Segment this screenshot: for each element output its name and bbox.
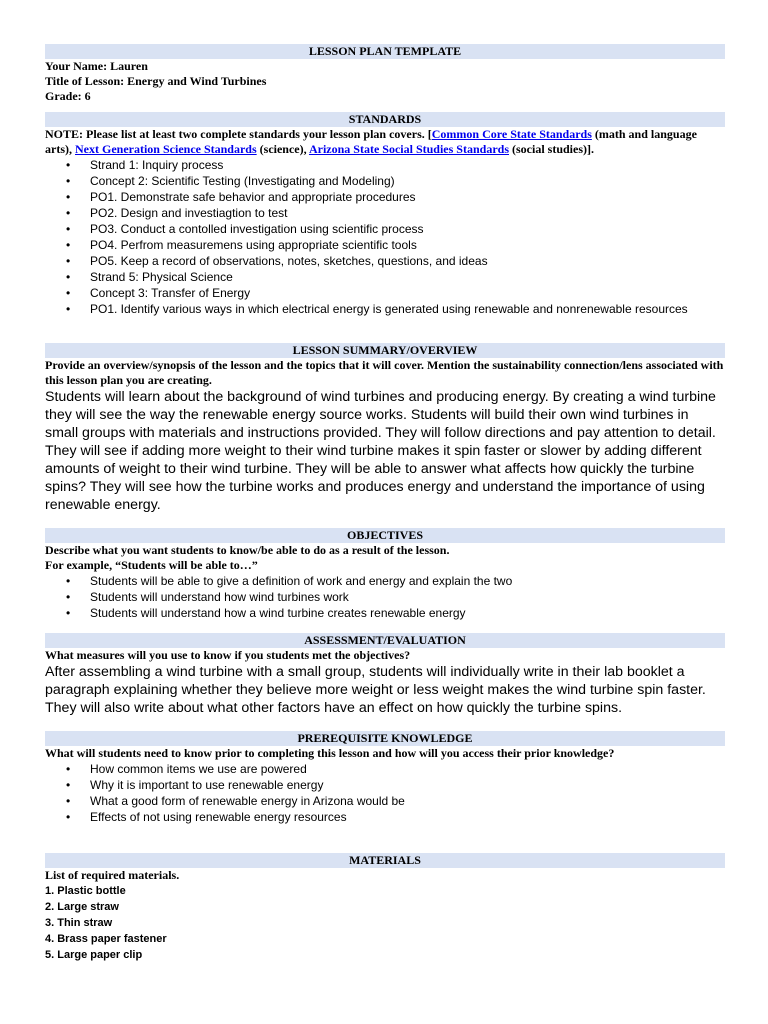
list-item: • Students will understand how a wind turbine creates renewable energy — [45, 605, 725, 621]
list-item: • PO1. Demonstrate safe behavior and appropriate procedures — [45, 189, 725, 205]
list-item: • Effects of not using renewable energy resources — [45, 809, 725, 825]
objectives-prompt: Describe what you want students to know/be able to do as a result of the lesson. — [45, 543, 450, 557]
standards-note — [45, 127, 725, 157]
list-item: 1. Plastic bottle — [45, 885, 126, 897]
list-item: • PO4. Perfrom measuremens using appropriate scientific tools — [45, 237, 725, 253]
materials-heading: MATERIALS — [45, 853, 725, 868]
list-item: • Concept 2: Scientific Testing (Investigating and Modeling) — [45, 173, 725, 189]
arizona-social-studies-link[interactable]: Arizona State Social Studies Standards — [308, 142, 509, 156]
list-item: • What a good form of renewable energy in Arizona would be — [45, 793, 725, 809]
list-item: • Students will understand how wind turbines work — [45, 589, 725, 605]
list-item: • Strand 5: Physical Science — [45, 269, 725, 285]
assessment-prompt: What measures will you use to know if you students met the objectives? — [45, 648, 411, 662]
lesson-plan-heading: LESSON PLAN TEMPLATE — [45, 44, 725, 59]
prerequisite-list — [45, 761, 725, 825]
author-name: Your Name: Lauren — [45, 59, 148, 73]
list-item: 2. Large straw — [45, 901, 119, 913]
list-item: • PO5. Keep a record of observations, notes, sketches, questions, and ideas — [45, 253, 725, 269]
grade-level: Grade: 6 — [45, 89, 91, 103]
prerequisite-prompt: What will students need to know prior to completing this lesson and how will you access their prior knowledge? — [45, 746, 615, 760]
materials-list — [45, 883, 725, 963]
objectives-heading: OBJECTIVES — [45, 528, 725, 543]
prerequisite-heading: PREREQUISITE KNOWLEDGE — [45, 731, 725, 746]
lesson-title: Title of Lesson: Energy and Wind Turbines — [45, 74, 267, 88]
ngss-link[interactable]: Next Generation Science Standards — [75, 142, 257, 156]
standards-note-suffix: (social studies)]. — [509, 142, 594, 156]
standards-heading: STANDARDS — [45, 112, 725, 127]
list-item: • PO3. Conduct a contolled investigation using scientific process — [45, 221, 725, 237]
list-item: • How common items we use are powered — [45, 761, 725, 777]
assessment-heading: ASSESSMENT/EVALUATION — [45, 633, 725, 648]
common-core-link[interactable]: Common Core State Standards — [431, 127, 592, 141]
summary-body: Students will learn about the background of wind turbines and producing energy. By creating a wind turbine they will see the way the renewable energy source works. Students will build their own wind turbines in small groups with materials and instructions provided. They will follow directions and pay attention to detail. They will see if adding more weight to their wind turbine makes it spin faster or slower by adding different amounts of weight to their wind turbine. They will be able to answer what affects how quickly the turbine spins? They will see how the turbine works and produces energy and understand the importance of using renewable energy. — [45, 389, 716, 513]
list-item: 5. Large paper clip — [45, 949, 143, 961]
standards-list — [45, 157, 725, 317]
list-item: • PO1. Identify various ways in which electrical energy is generated using renewable and nonrenewable resources — [45, 301, 725, 317]
lesson-plan-page — [45, 44, 725, 963]
summary-prompt: Provide an overview/synopsis of the lesson and the topics that it will cover. Mention the sustainability connection/lens associated with this lesson plan you are creating. — [45, 358, 724, 387]
list-item: • PO2. Design and investiagtion to test — [45, 205, 725, 221]
objectives-example: For example, “Students will be able to…” — [45, 558, 258, 572]
materials-prompt: List of required materials. — [45, 868, 180, 882]
list-item: • Why it is important to use renewable energy — [45, 777, 725, 793]
list-item: • Strand 1: Inquiry process — [45, 157, 725, 173]
list-item: 4. Brass paper fastener — [45, 933, 167, 945]
standards-note-mid1: (math and language arts), — [45, 127, 697, 156]
standards-note-prefix: NOTE: Please list at least two complete standards your lesson plan covers. [ — [45, 127, 432, 141]
objectives-list — [45, 573, 725, 621]
list-item: • Concept 3: Transfer of Energy — [45, 285, 725, 301]
summary-heading: LESSON SUMMARY/OVERVIEW — [45, 343, 725, 358]
standards-note-mid2: (science), — [256, 142, 309, 156]
list-item: • Students will be able to give a definition of work and energy and explain the two — [45, 573, 725, 589]
list-item: 3. Thin straw — [45, 917, 113, 929]
assessment-body: After assembling a wind turbine with a small group, students will individually write in their lab booklet a paragraph explaining whether they believe more weight or less weight makes the wind turbine spin faster. They will also write about what other factors have an effect on how quickly the turbine spins. — [45, 664, 706, 716]
